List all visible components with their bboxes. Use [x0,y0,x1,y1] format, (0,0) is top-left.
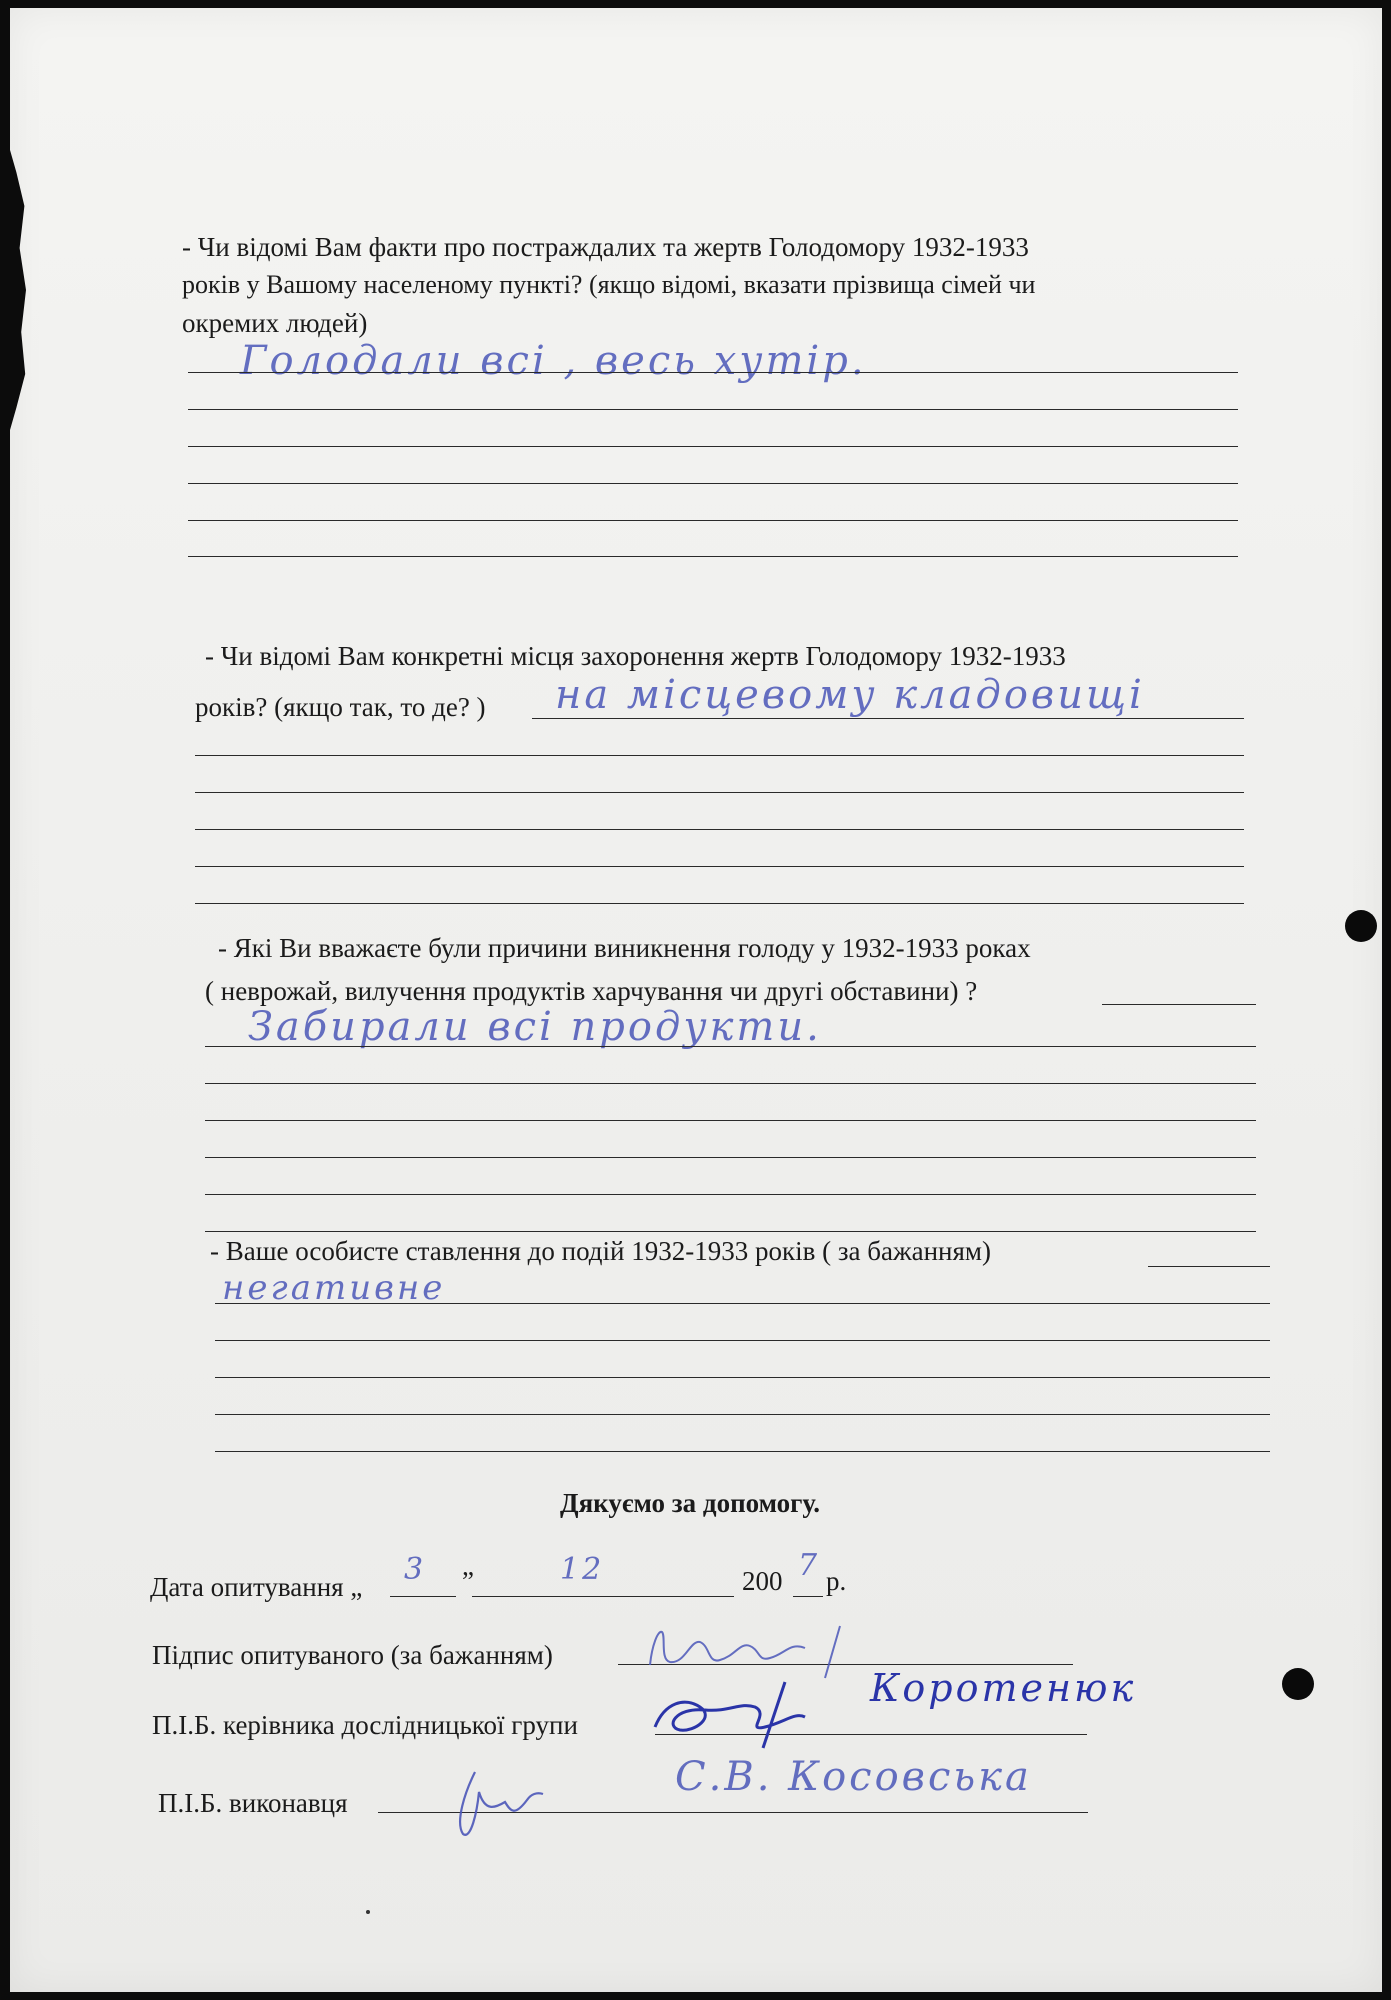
question-3-line-1: - Які Ви вважаєте були причини виникнення голоду у 1932-1933 роках [218,933,1031,963]
answer-line [188,372,1238,373]
answer-line [195,792,1244,793]
punch-hole [1345,910,1377,942]
date-month: 12 [560,1552,605,1587]
date-quote: ” [462,1566,474,1596]
date-month-line [472,1596,734,1597]
leader-signature [645,1672,825,1752]
answer-line [188,520,1238,521]
answer-line [195,903,1244,904]
answer-2: на місцевому кладовищі [555,672,1145,718]
question-1-line-2: років у Вашому населеному пункті? (якщо відомі, вказати прізвища сімей чи [182,270,1036,299]
respondent-signature [640,1620,870,1680]
answer-line [215,1340,1270,1341]
year-digit: 7 [798,1548,821,1583]
answer-line [215,1377,1270,1378]
question-4-line-1: - Ваше особисте ставлення до подій 1932-1933 років ( за бажанням) [210,1236,991,1266]
answer-line [188,483,1238,484]
question-1-line-3: окремих людей) [182,308,368,338]
answer-line [188,556,1238,557]
answer-line [205,1083,1256,1084]
answer-line [1102,1004,1256,1005]
punch-hole [1282,1668,1314,1700]
answer-line [188,409,1238,410]
answer-line [215,1451,1270,1452]
answer-line [195,829,1244,830]
answer-line [205,1046,1256,1047]
answer-line [205,1194,1256,1195]
year-suffix: р. [826,1566,847,1596]
answer-line [205,1120,1256,1121]
answer-line [195,866,1244,867]
answer-line [195,755,1244,756]
year-line [793,1596,823,1597]
question-2-line-1: - Чи відомі Вам конкретні місця захоронення жертв Голодомору 1932-1933 [205,641,1066,671]
respondent-label: Підпис опитуваного (за бажанням) [152,1640,553,1670]
question-1-line-1: - Чи відомі Вам факти про постраждалих та жертв Голодомору 1932-1933 [182,232,1029,262]
question-2-line-2: років? (якщо так, то де? ) [195,692,486,722]
date-day: 3 [404,1552,427,1587]
leader-label: П.І.Б. керівника дослідницької групи [152,1710,578,1740]
answer-1: Голодали всі , весь хутір. [240,338,867,384]
question-3-line-2: ( неврожай, вилучення продуктів харчування чи другі обставини) ? [205,976,978,1006]
answer-line [215,1414,1270,1415]
answer-line [532,718,1244,719]
answer-line [1148,1266,1270,1267]
leader-name: Коротенюк [870,1666,1137,1710]
answer-line [188,446,1238,447]
performer-label: П.І.Б. виконавця [158,1788,348,1818]
answer-line [215,1303,1270,1304]
answer-line [205,1157,1256,1158]
thanks-heading: Дякуємо за допомогу. [560,1488,820,1518]
year-prefix: 200 [742,1566,783,1596]
answer-4: негативне [222,1268,446,1308]
performer-name: С.В. Косовська [675,1754,1032,1800]
date-day-line [390,1596,456,1597]
performer-signature [445,1762,555,1842]
date-label: Дата опитування „ [150,1572,363,1602]
ink-dot [366,1910,370,1914]
answer-3: Забирали всі продукти. [248,1004,822,1050]
